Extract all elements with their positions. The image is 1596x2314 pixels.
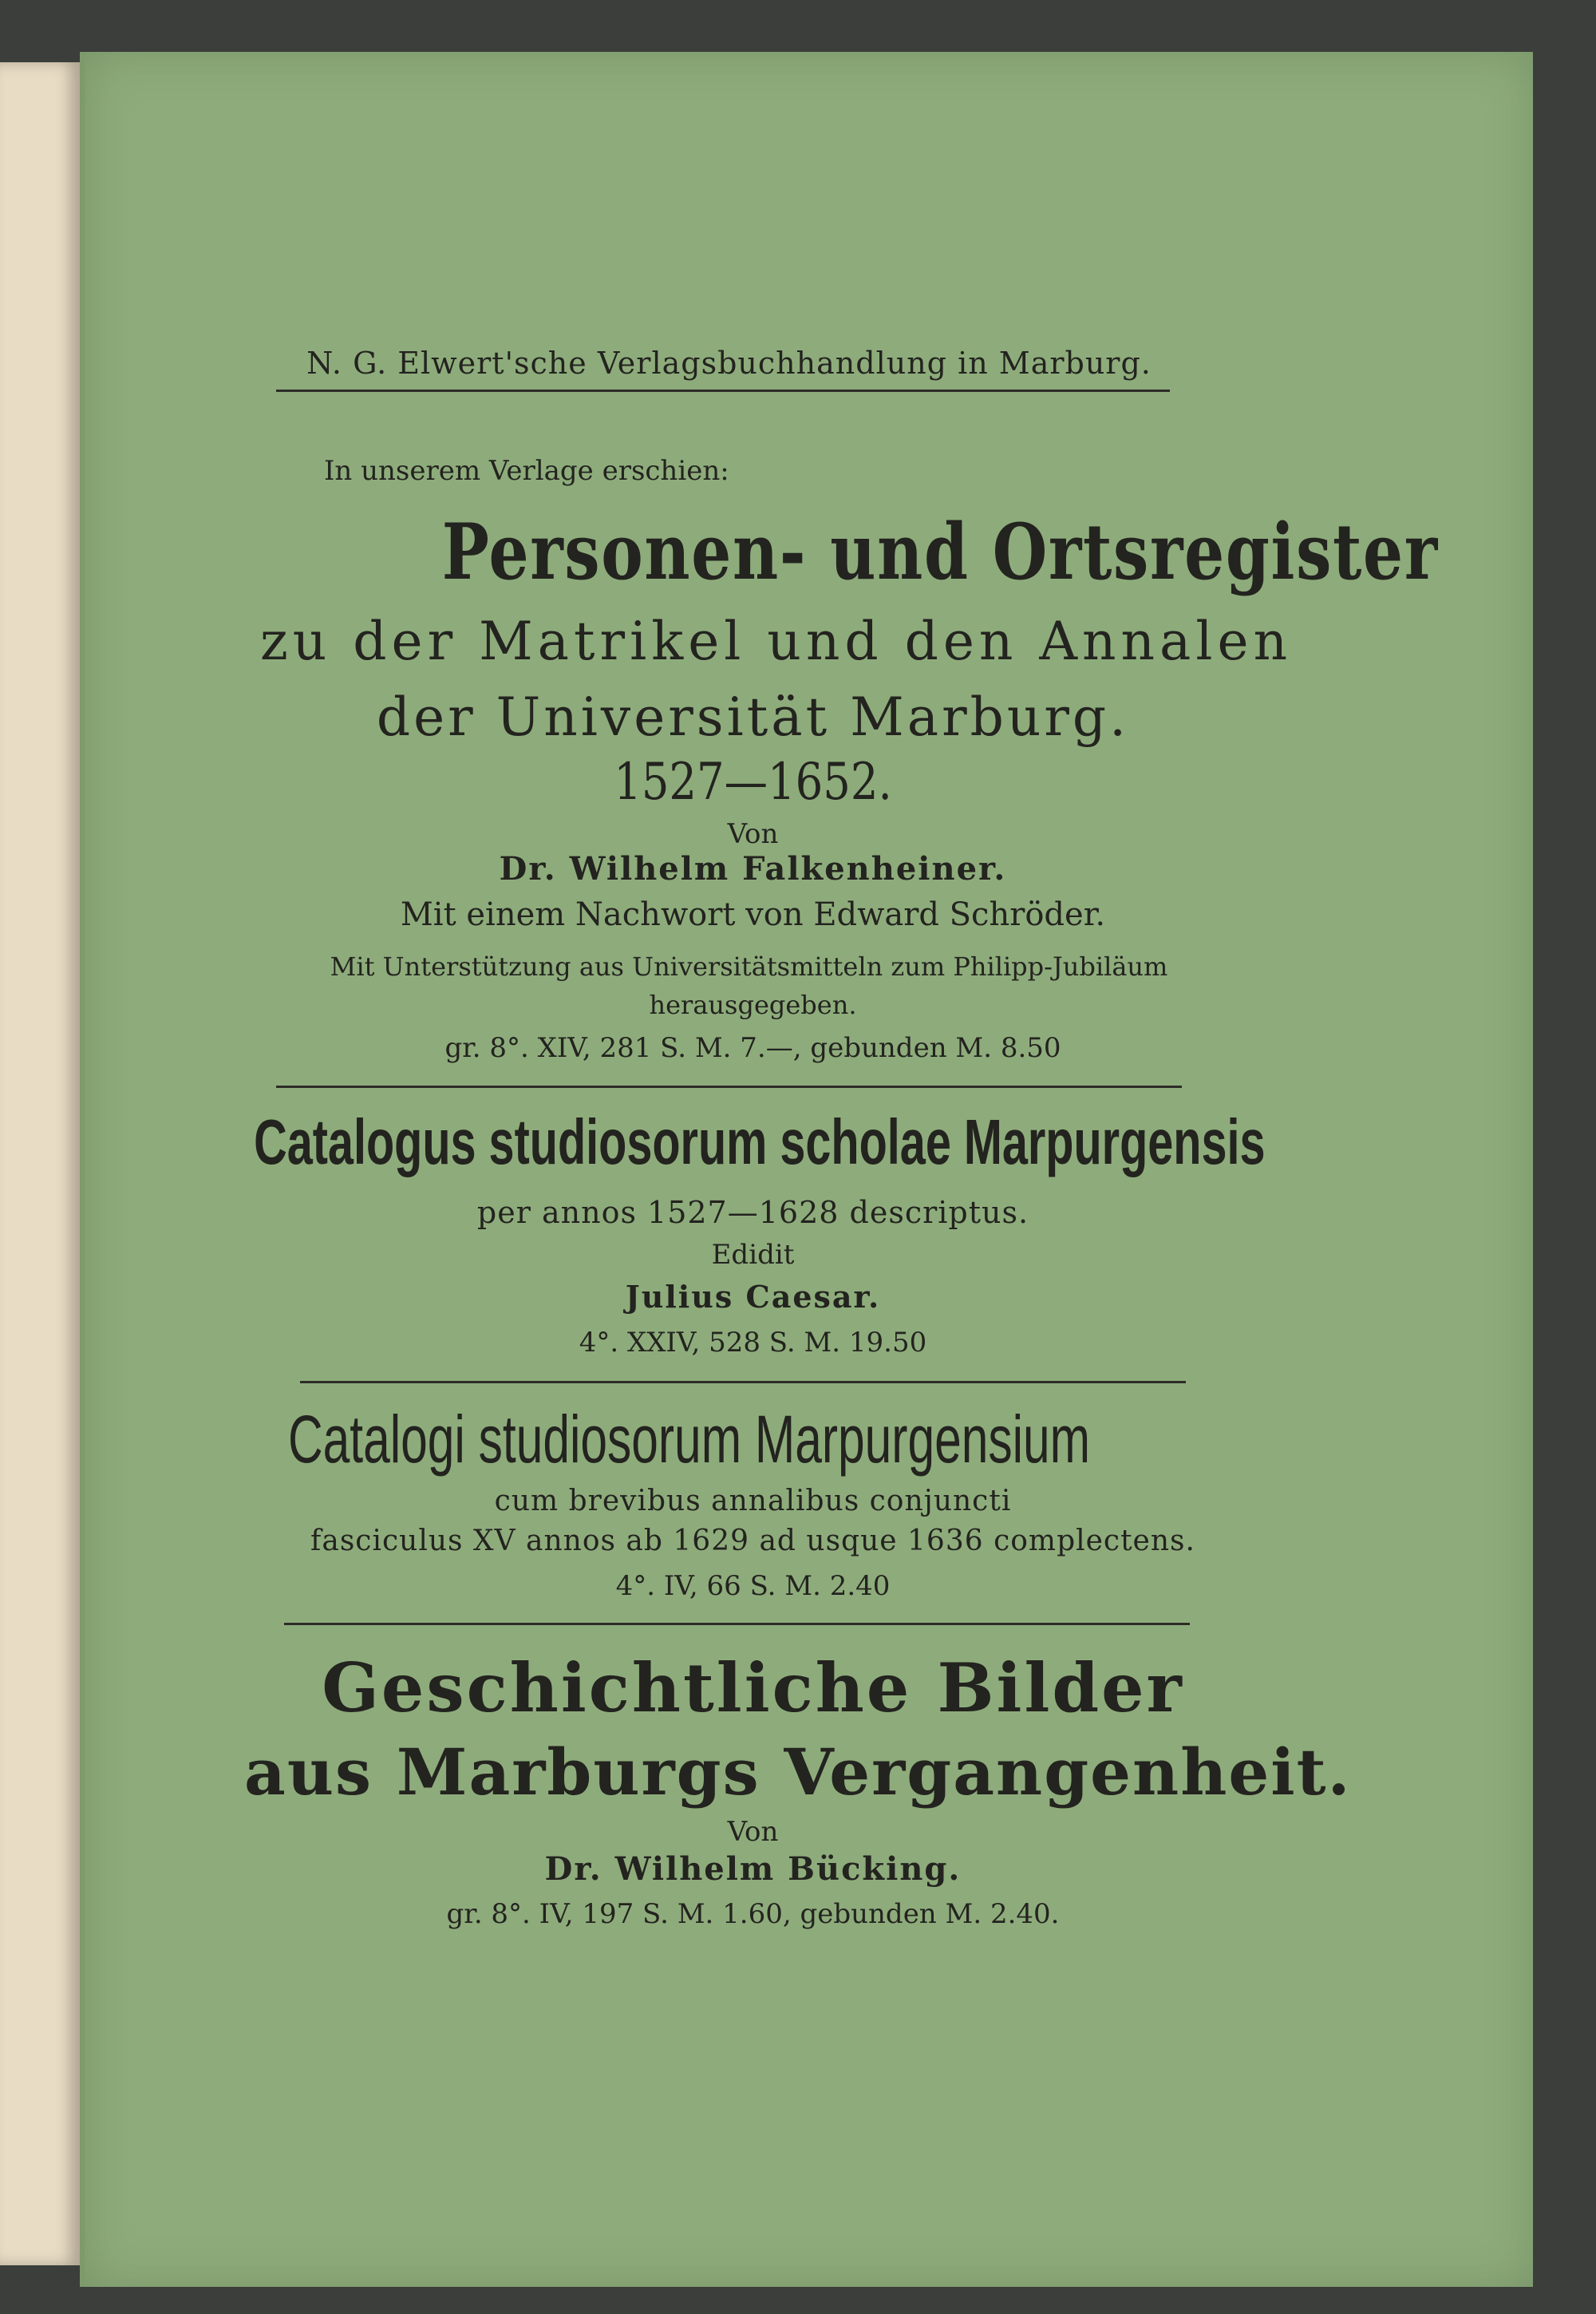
book3-line2: fasciculus XV annos ab 1629 ad usque 1636 complectens. xyxy=(310,1525,1195,1557)
rule-3 xyxy=(284,1623,1190,1625)
book1-price: gr. 8°. XIV, 281 S. M. 7.—, gebunden M. 8.50 xyxy=(444,1032,1061,1064)
cover-page xyxy=(80,52,1533,2287)
book2-price: 4°. XXIV, 528 S. M. 19.50 xyxy=(579,1327,927,1359)
book1-title: Personen- und Ortsregister xyxy=(441,507,1439,597)
book4-author: Dr. Wilhelm Bücking. xyxy=(544,1850,962,1888)
header-rule xyxy=(276,390,1170,392)
book1-support2: herausgegeben. xyxy=(649,990,857,1020)
book3-price: 4°. IV, 66 S. M. 2.40 xyxy=(615,1570,891,1602)
book2-title: Catalogus studiosorum scholae Marpurgensis xyxy=(254,1106,1266,1177)
book4-title2: aus Marburgs Vergangenheit. xyxy=(244,1735,1352,1810)
book3-title: Catalogi studiosorum Marpurgensium xyxy=(287,1402,1091,1477)
book1-by: Von xyxy=(727,818,779,850)
book2-editor: Julius Caesar. xyxy=(625,1279,881,1315)
book2-line1: per annos 1527—1628 descriptus. xyxy=(476,1195,1029,1230)
book1-note: Mit einem Nachwort von Edward Schröder. xyxy=(400,896,1106,933)
book1-years: 1527—1652. xyxy=(614,753,892,812)
book4-price: gr. 8°. IV, 197 S. M. 1.60, gebunden M. 2.40. xyxy=(446,1898,1060,1930)
rule-1 xyxy=(276,1086,1182,1088)
book4-by: Von xyxy=(727,1816,779,1848)
intro-text: In unserem Verlage erschien: xyxy=(324,455,729,487)
book1-subtitle2: der Universität Marburg. xyxy=(376,686,1130,748)
rule-2 xyxy=(300,1381,1186,1383)
book1-subtitle1: zu der Matrikel und den Annalen xyxy=(260,611,1293,672)
book3-line1: cum brevibus annalibus conjuncti xyxy=(494,1485,1012,1517)
book2-line2: Edidit xyxy=(711,1239,795,1271)
left-page-edge xyxy=(0,62,80,2265)
publisher-line: N. G. Elwert'sche Verlagsbuchhandlung in Marburg. xyxy=(306,346,1152,381)
book1-author: Dr. Wilhelm Falkenheiner. xyxy=(499,850,1007,888)
book4-title1: Geschichtliche Bilder xyxy=(322,1648,1184,1727)
book1-support1: Mit Unterstützung aus Universitätsmitteln zum Philipp-Jubiläum xyxy=(330,951,1168,982)
